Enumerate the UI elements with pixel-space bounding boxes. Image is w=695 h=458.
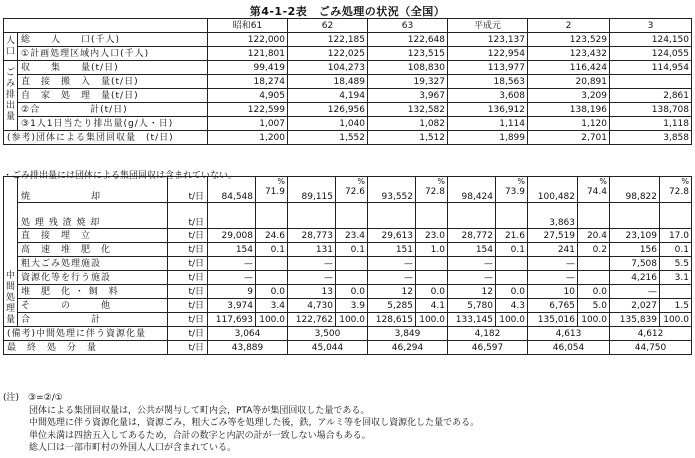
row-label: 資源化等を行う施設 <box>18 271 168 285</box>
value-cell: 45,044 <box>288 341 368 355</box>
group-collection-row <box>4 131 692 145</box>
value-cell: 46,054 <box>528 341 610 355</box>
value-cell: 43,889 <box>208 341 288 355</box>
percent-cell: 23.0 <box>416 229 448 243</box>
percent-cell: 21.6 <box>496 229 528 243</box>
value-cell <box>610 75 692 89</box>
intermediate-group-label: 中間処理量 <box>4 177 18 327</box>
row-label: 処 理 残 渣 焼 却 <box>18 203 168 229</box>
row-label: 粗大ごみ処理施設 <box>18 257 168 271</box>
row-label: 直 接 埋 立 <box>18 229 168 243</box>
value-cell: 2,701 <box>528 131 610 145</box>
table-row <box>4 89 692 103</box>
value-cell: — <box>368 271 416 285</box>
value-cell: — <box>448 257 496 271</box>
row-label: (備考)中間処理に伴う資源化量 <box>4 327 168 341</box>
percent-cell <box>336 177 368 203</box>
value-cell: 13 <box>288 285 336 299</box>
percent-cell <box>496 271 528 285</box>
value-cell: 93,552 <box>368 177 416 203</box>
value-cell: 116,424 <box>528 61 610 75</box>
table-row <box>4 33 692 47</box>
value-cell: — <box>528 271 578 285</box>
value-cell: 124,055 <box>610 47 692 61</box>
value-cell: 12 <box>368 285 416 299</box>
value-cell: 98,424 <box>448 177 496 203</box>
value-cell: 121,801 <box>208 47 288 61</box>
final-disposal-row <box>4 341 692 355</box>
percent-cell <box>660 285 692 299</box>
value-cell: 3,849 <box>368 327 448 341</box>
value-cell: 3,064 <box>208 327 288 341</box>
value-cell: — <box>288 257 336 271</box>
value-cell: 122,185 <box>288 33 368 47</box>
percent-symbol: % <box>599 177 607 186</box>
percent-cell: 1.0 <box>416 243 448 257</box>
row-label: 直 接 搬 入 量(t/日) <box>18 75 208 89</box>
value-cell: 44,750 <box>610 341 692 355</box>
percent-cell: 0.0 <box>416 285 448 299</box>
value-cell: 154 <box>448 243 496 257</box>
intermediate-treatment-table <box>3 176 692 355</box>
percent-value: 74.4 <box>586 187 607 197</box>
year-header: 平成元 <box>448 19 528 33</box>
row-label: 堆 肥 化 ・ 飼 料 <box>18 285 168 299</box>
table-row <box>4 75 692 89</box>
percent-cell: 4.1 <box>416 299 448 313</box>
percent-symbol: % <box>357 177 365 186</box>
footnote-top: ・ごみ排出量には団体による集団回収は含まれていない。 <box>3 171 238 181</box>
percent-cell: 100.0 <box>660 313 692 327</box>
year-header: 63 <box>368 19 448 33</box>
percent-cell: 0.1 <box>336 243 368 257</box>
percent-cell: 0.0 <box>336 285 368 299</box>
value-cell: 29,008 <box>208 229 256 243</box>
percent-cell <box>496 203 528 229</box>
value-cell: 1,120 <box>528 117 610 131</box>
row-label: 焼 却 <box>18 177 168 203</box>
population-group-label: 人口 <box>4 33 18 61</box>
percent-cell: 1.5 <box>660 299 692 313</box>
value-cell: 2,027 <box>610 299 660 313</box>
value-cell: 138,196 <box>528 103 610 117</box>
percent-cell <box>416 257 448 271</box>
percent-cell <box>578 177 610 203</box>
table-row <box>4 47 692 61</box>
percent-cell: 0.0 <box>496 285 528 299</box>
unit-cell: t/日 <box>168 203 208 229</box>
value-cell: 122,599 <box>208 103 288 117</box>
table-row <box>4 285 692 299</box>
value-cell: 113,977 <box>448 61 528 75</box>
value-cell: 1,114 <box>448 117 528 131</box>
table-row <box>4 243 692 257</box>
percent-cell: 100.0 <box>416 313 448 327</box>
value-cell <box>288 203 336 229</box>
value-cell: 123,529 <box>528 33 610 47</box>
table-row <box>4 229 692 243</box>
percent-cell: 24.6 <box>256 229 288 243</box>
percent-value: 72.8 <box>424 187 445 197</box>
percent-cell <box>660 203 692 229</box>
row-label: 総 人 口(千人) <box>18 33 208 47</box>
resource-row <box>4 327 692 341</box>
year-header: 2 <box>528 19 610 33</box>
value-cell: 18,274 <box>208 75 288 89</box>
value-cell: — <box>610 285 660 299</box>
value-cell: 5,285 <box>368 299 416 313</box>
value-cell: — <box>288 271 336 285</box>
value-cell: 151 <box>368 243 416 257</box>
note-line: 中間処理に伴う資源化量は，資源ごみ，粗大ごみ等を処理した後，鉄，アルミ等を回収し資源化した量である。 <box>29 418 480 428</box>
value-cell: 154 <box>208 243 256 257</box>
percent-symbol: % <box>681 177 689 186</box>
percent-cell: 3.9 <box>336 299 368 313</box>
value-cell: 4,182 <box>448 327 528 341</box>
year-header: 昭和61 <box>208 19 288 33</box>
percent-cell <box>578 203 610 229</box>
percent-cell: 0.2 <box>578 243 610 257</box>
percent-cell <box>416 203 448 229</box>
percent-cell: 100.0 <box>256 313 288 327</box>
value-cell: 3,608 <box>448 89 528 103</box>
percent-cell <box>256 177 288 203</box>
value-cell: 124,150 <box>610 33 692 47</box>
note-line: 単位未満は四捨五入してあるため，合計の数字と内訳の計が一致しない場合もある。 <box>29 430 371 441</box>
percent-cell: 0.1 <box>496 243 528 257</box>
value-cell: 1,007 <box>208 117 288 131</box>
value-cell: 99,419 <box>208 61 288 75</box>
value-cell: 122,000 <box>208 33 288 47</box>
percent-cell: 23.4 <box>336 229 368 243</box>
unit-cell: t/日 <box>168 229 208 243</box>
unit-cell: t/日 <box>168 257 208 271</box>
unit-cell: t/日 <box>168 243 208 257</box>
value-cell: 136,912 <box>448 103 528 117</box>
value-cell: 28,773 <box>288 229 336 243</box>
percent-value: 72.8 <box>668 187 689 197</box>
value-cell: 3,967 <box>368 89 448 103</box>
percent-cell: 3.4 <box>256 299 288 313</box>
percent-cell: 3.1 <box>660 271 692 285</box>
value-cell: 3,974 <box>208 299 256 313</box>
value-cell: — <box>528 257 578 271</box>
value-cell: 1,118 <box>610 117 692 131</box>
note-line: 総人口は一部市町村の外国人人口が含まれている。 <box>29 443 237 453</box>
value-cell: 3,858 <box>610 131 692 145</box>
value-cell: 1,899 <box>448 131 528 145</box>
row-label: ①計画処理区域内人口(千人) <box>18 47 208 61</box>
value-cell: 123,432 <box>528 47 610 61</box>
value-cell: 3,863 <box>528 203 578 229</box>
percent-cell: 5.0 <box>578 299 610 313</box>
percent-cell <box>416 177 448 203</box>
discharge-group-label: ごみ排出量 <box>4 61 18 131</box>
table-row <box>4 103 692 117</box>
value-cell: 9 <box>208 285 256 299</box>
row-label: ③1人1日当たり排出量(g/人・日) <box>18 117 208 131</box>
note-line: 団体による集団回収量は，公共が関与して町内会，PTA等が集団回収した量である。 <box>29 405 370 416</box>
value-cell: 4,194 <box>288 89 368 103</box>
value-cell: — <box>208 257 256 271</box>
value-cell: — <box>448 271 496 285</box>
value-cell: — <box>368 257 416 271</box>
value-cell <box>208 203 256 229</box>
row-label: 自 家 処 理 量(t/日) <box>18 89 208 103</box>
percent-cell <box>496 257 528 271</box>
percent-cell <box>660 177 692 203</box>
percent-cell: 0.0 <box>578 285 610 299</box>
percent-value: 73.9 <box>504 187 525 197</box>
table-row <box>4 313 692 327</box>
value-cell: 138,708 <box>610 103 692 117</box>
table-row <box>4 257 692 271</box>
value-cell: 122,954 <box>448 47 528 61</box>
value-cell: 4,612 <box>610 327 692 341</box>
value-cell: 123,137 <box>448 33 528 47</box>
row-label: 収 集 量(t/日) <box>18 61 208 75</box>
percent-cell: 0.1 <box>660 243 692 257</box>
percent-symbol: % <box>437 177 445 186</box>
value-cell: 1,512 <box>368 131 448 145</box>
value-cell: 10 <box>528 285 578 299</box>
percent-cell: 100.0 <box>578 313 610 327</box>
percent-cell: 0.0 <box>256 285 288 299</box>
percent-cell <box>416 271 448 285</box>
value-cell: 135,839 <box>610 313 660 327</box>
row-label: 高 速 堆 肥 化 <box>18 243 168 257</box>
percent-cell: 17.0 <box>660 229 692 243</box>
percent-cell: 0.1 <box>256 243 288 257</box>
unit-cell: t/日 <box>168 299 208 313</box>
percent-cell: 100.0 <box>336 313 368 327</box>
note-line: (注) ③=②/① <box>3 393 63 403</box>
corner-cell <box>4 19 208 33</box>
value-cell: 104,273 <box>288 61 368 75</box>
percent-cell: 20.4 <box>578 229 610 243</box>
value-cell: 18,489 <box>288 75 368 89</box>
value-cell: 4,730 <box>288 299 336 313</box>
value-cell: 98,822 <box>610 177 660 203</box>
value-cell <box>448 203 496 229</box>
percent-cell <box>578 257 610 271</box>
header-row <box>4 19 692 33</box>
table-row <box>4 177 692 203</box>
value-cell <box>610 203 660 229</box>
percent-cell <box>336 271 368 285</box>
row-label: 合 計 <box>18 313 168 327</box>
table-row <box>4 117 692 131</box>
value-cell: 131 <box>288 243 336 257</box>
value-cell: 5,780 <box>448 299 496 313</box>
value-cell: 133,145 <box>448 313 496 327</box>
value-cell: 122,648 <box>368 33 448 47</box>
value-cell: 122,025 <box>288 47 368 61</box>
unit-cell: t/日 <box>168 341 208 355</box>
row-label: (参考)団体による集団回収量 (t/日) <box>4 131 208 145</box>
value-cell: 29,613 <box>368 229 416 243</box>
percent-value: 72.6 <box>344 187 365 197</box>
table-row <box>4 61 692 75</box>
value-cell: 114,954 <box>610 61 692 75</box>
value-cell: 18,563 <box>448 75 528 89</box>
value-cell: 1,200 <box>208 131 288 145</box>
value-cell: 89,115 <box>288 177 336 203</box>
percent-cell <box>256 271 288 285</box>
value-cell: — <box>208 271 256 285</box>
value-cell: 1,040 <box>288 117 368 131</box>
row-label: 最 終 処 分 量 <box>4 341 168 355</box>
value-cell: 20,891 <box>528 75 610 89</box>
value-cell: 3,500 <box>288 327 368 341</box>
value-cell: 4,905 <box>208 89 288 103</box>
unit-cell: t/日 <box>168 327 208 341</box>
value-cell: 28,772 <box>448 229 496 243</box>
percent-cell <box>256 257 288 271</box>
value-cell: 241 <box>528 243 578 257</box>
unit-cell: t/日 <box>168 177 208 203</box>
percent-cell <box>336 257 368 271</box>
value-cell: 123,515 <box>368 47 448 61</box>
value-cell: 27,519 <box>528 229 578 243</box>
value-cell: 46,597 <box>448 341 528 355</box>
value-cell: 135,016 <box>528 313 578 327</box>
value-cell: 4,216 <box>610 271 660 285</box>
year-header: 3 <box>610 19 692 33</box>
value-cell: 128,615 <box>368 313 416 327</box>
row-label: ②合 計(t/日) <box>18 103 208 117</box>
percent-cell: 5.5 <box>660 257 692 271</box>
value-cell: 23,109 <box>610 229 660 243</box>
percent-cell: 4.3 <box>496 299 528 313</box>
population-discharge-table <box>3 18 692 145</box>
value-cell: 108,830 <box>368 61 448 75</box>
table-row <box>4 299 692 313</box>
percent-cell <box>256 203 288 229</box>
value-cell: 1,082 <box>368 117 448 131</box>
value-cell: 1,552 <box>288 131 368 145</box>
percent-cell <box>496 177 528 203</box>
unit-cell: t/日 <box>168 271 208 285</box>
value-cell: 3,209 <box>528 89 610 103</box>
value-cell: 19,327 <box>368 75 448 89</box>
value-cell: 46,294 <box>368 341 448 355</box>
percent-cell <box>578 271 610 285</box>
percent-cell <box>336 203 368 229</box>
value-cell: 100,482 <box>528 177 578 203</box>
value-cell: 2,861 <box>610 89 692 103</box>
value-cell: 6,765 <box>528 299 578 313</box>
value-cell: 132,582 <box>368 103 448 117</box>
percent-symbol: % <box>517 177 525 186</box>
value-cell: 84,548 <box>208 177 256 203</box>
percent-symbol: % <box>277 177 285 186</box>
value-cell: 117,693 <box>208 313 256 327</box>
value-cell: 4,613 <box>528 327 610 341</box>
value-cell: 12 <box>448 285 496 299</box>
value-cell: 156 <box>610 243 660 257</box>
value-cell: 126,956 <box>288 103 368 117</box>
year-header: 62 <box>288 19 368 33</box>
value-cell: 122,762 <box>288 313 336 327</box>
percent-value: 71.9 <box>264 187 285 197</box>
table-row <box>4 271 692 285</box>
table-title: 第4-1-2表 ごみ処理の状況（全国） <box>249 5 446 18</box>
percent-cell: 100.0 <box>496 313 528 327</box>
notes <box>3 392 479 455</box>
table-row <box>4 203 692 229</box>
unit-cell: t/日 <box>168 285 208 299</box>
value-cell: 7,508 <box>610 257 660 271</box>
row-label: そ の 他 <box>18 299 168 313</box>
value-cell <box>368 203 416 229</box>
unit-cell: t/日 <box>168 313 208 327</box>
